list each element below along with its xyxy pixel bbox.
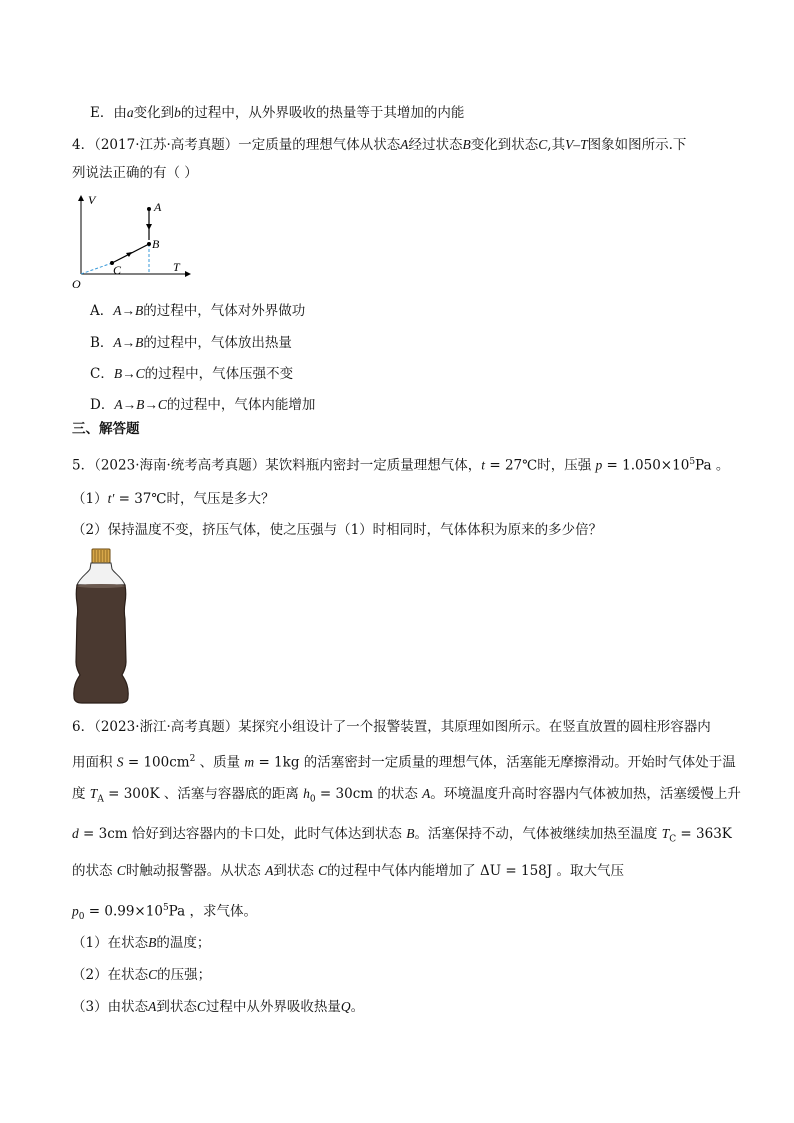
var-A: A [422, 786, 431, 801]
var-t: t [481, 457, 486, 473]
subscript: C [669, 834, 677, 845]
q6-line4 [72, 825, 732, 849]
text: 的过程中，气体内能增加 [166, 397, 316, 413]
var-C: C [116, 863, 126, 878]
q6-line3 [72, 785, 741, 809]
q6-sub3 [72, 998, 364, 1016]
text: 。环境温度升高时容器内气体被加热，活塞缓慢上升 [430, 786, 741, 802]
var-h: h [303, 786, 310, 801]
process: B→C [113, 366, 145, 381]
process: A→B [113, 303, 144, 318]
label-c: C [113, 263, 122, 277]
text: = 363K [676, 826, 732, 842]
var-p: p [595, 457, 603, 473]
text: ,其 [547, 137, 566, 153]
var-A: A [148, 999, 157, 1014]
var-A: A [265, 863, 274, 878]
text: 5．（2023·海南·统考高考真题）某饮料瓶内密封一定质量理想气体， [72, 457, 482, 474]
var-B: B [406, 826, 415, 841]
var-a: a [126, 105, 134, 120]
text: E．由 [90, 105, 127, 121]
q4-option-d [90, 396, 315, 414]
text: = 1kg 的活塞密封一定质量的理想气体，活塞能无摩擦滑动。开始时气体处于温 [254, 754, 736, 771]
var-C: C [196, 999, 206, 1014]
var-Q: Q [340, 999, 351, 1014]
bottle-body [74, 585, 128, 703]
text: （1） [72, 491, 108, 507]
q6-line6 [72, 899, 257, 926]
process: A→B [113, 335, 144, 350]
liquid-surface [77, 584, 125, 588]
text: （1）在状态 [72, 935, 149, 951]
text: 经过状态 [408, 137, 463, 153]
subscript: 0 [78, 912, 85, 923]
text: 的状态 [72, 863, 117, 879]
var-d: d [72, 826, 79, 841]
text: 的温度； [156, 935, 211, 951]
var-t-prime: t′ [107, 491, 115, 506]
text: = 1.050×10 [602, 457, 690, 474]
q6-line5 [72, 862, 624, 880]
q6-line2 [72, 750, 736, 772]
text: = 27℃时，压强 [485, 457, 596, 474]
bottle-neck [77, 563, 125, 585]
arrow-a-b-icon [146, 224, 152, 230]
label-b: B [152, 237, 160, 251]
var-A: A [400, 137, 409, 152]
var-m: m [244, 754, 255, 770]
point-a [147, 207, 151, 211]
q6-line1: 6．（2023·浙江·高考真题）某探究小组设计了一个报警装置，其原理如图所示。在竖直放置的圆柱形容器内 [72, 719, 711, 735]
text: （2）在状态 [72, 967, 149, 983]
text: 。活塞保持不动，气体被继续加热至温度 [414, 826, 662, 842]
var-b: b [174, 105, 181, 120]
var-C: C [148, 967, 158, 982]
var-B: B [148, 935, 157, 950]
text: 4．（2017·江苏·高考真题）一定质量的理想气体从状态 [72, 137, 401, 153]
text: B． [90, 335, 114, 351]
vt-graph [68, 192, 198, 292]
label-o: O [72, 277, 81, 291]
text: 过程中从外界吸收热量 [205, 999, 341, 1015]
text: 的压强； [157, 967, 212, 983]
q3-option-e [90, 104, 464, 122]
text: = 37℃时，气压是多大？ [114, 491, 275, 507]
var-C: C [318, 863, 328, 878]
text: Pa ，求气体。 [168, 903, 257, 920]
q4-stem-line2: 列说法正确的有（ ） [72, 165, 198, 181]
var-VT: V–T [565, 137, 588, 152]
text: = 300K 、活塞与容器底的距离 [103, 786, 304, 802]
label-a: A [154, 200, 162, 214]
q4-stem-line1 [72, 136, 686, 154]
point-b [147, 242, 151, 246]
text: A． [90, 303, 114, 319]
q4-option-a [90, 302, 305, 320]
q6-sub1 [72, 934, 210, 952]
var-S: S [116, 754, 124, 770]
arrow-b-c-icon [126, 252, 132, 257]
text: 的过程中，气体压强不变 [144, 366, 294, 382]
q4-option-c [90, 365, 293, 383]
text: = 30cm 的状态 [315, 786, 423, 802]
q6-sub2 [72, 966, 211, 984]
text: 到状态 [273, 863, 319, 879]
q5-sub1 [72, 490, 275, 508]
q4-option-b [90, 334, 292, 352]
var-C: C [538, 137, 548, 152]
text: 到状态 [156, 999, 197, 1015]
text: 的过程中，从外界吸收的热量等于其增加的内能 [180, 105, 465, 121]
text: Pa 。 [695, 457, 730, 474]
var-B: B [462, 137, 471, 152]
text: = 0.99×10 [84, 903, 163, 920]
subscript: 0 [309, 794, 316, 805]
exponent: 2 [189, 754, 196, 764]
text: 度 [72, 786, 90, 802]
process: A→B→C [114, 397, 167, 412]
text: = 100cm [123, 754, 190, 771]
text: 用面积 [72, 754, 117, 771]
q5-sub2: （2）保持温度不变，挤压气体，使之压强与（1）时相同时，气体体积为原来的多少倍？ [72, 522, 603, 538]
text: 图象如图所示.下 [587, 137, 687, 153]
text: 。 [350, 999, 365, 1015]
text: 的过程中，气体放出热量 [143, 335, 292, 351]
label-v: V [88, 193, 96, 207]
var-p: p [72, 903, 79, 919]
text: 时触动报警器。从状态 [125, 863, 266, 879]
q5-stem [72, 453, 729, 475]
text: 变化到状态 [470, 137, 539, 153]
label-t: T [173, 260, 180, 274]
text: 的过程中气体内能增加了 ΔU = 158J 。取大气压 [327, 863, 624, 879]
exponent: 5 [162, 903, 169, 913]
dashed-line-origin-c [81, 263, 112, 274]
text: D． [90, 397, 115, 413]
text: = 3cm 恰好到达容器内的卡口处，此时气体达到状态 [78, 826, 407, 842]
exponent: 5 [689, 457, 696, 467]
subscript: A [97, 794, 104, 805]
section-heading: 三、解答题 [72, 421, 140, 437]
var-T: T [89, 786, 98, 801]
text: C． [90, 366, 114, 382]
var-T: T [661, 826, 670, 841]
text: 、质量 [195, 754, 245, 771]
bottle-figure [70, 547, 132, 705]
text: 的过程中，气体对外界做功 [143, 303, 306, 319]
text: （3）由状态 [72, 999, 149, 1015]
text: 变化到 [133, 105, 175, 121]
